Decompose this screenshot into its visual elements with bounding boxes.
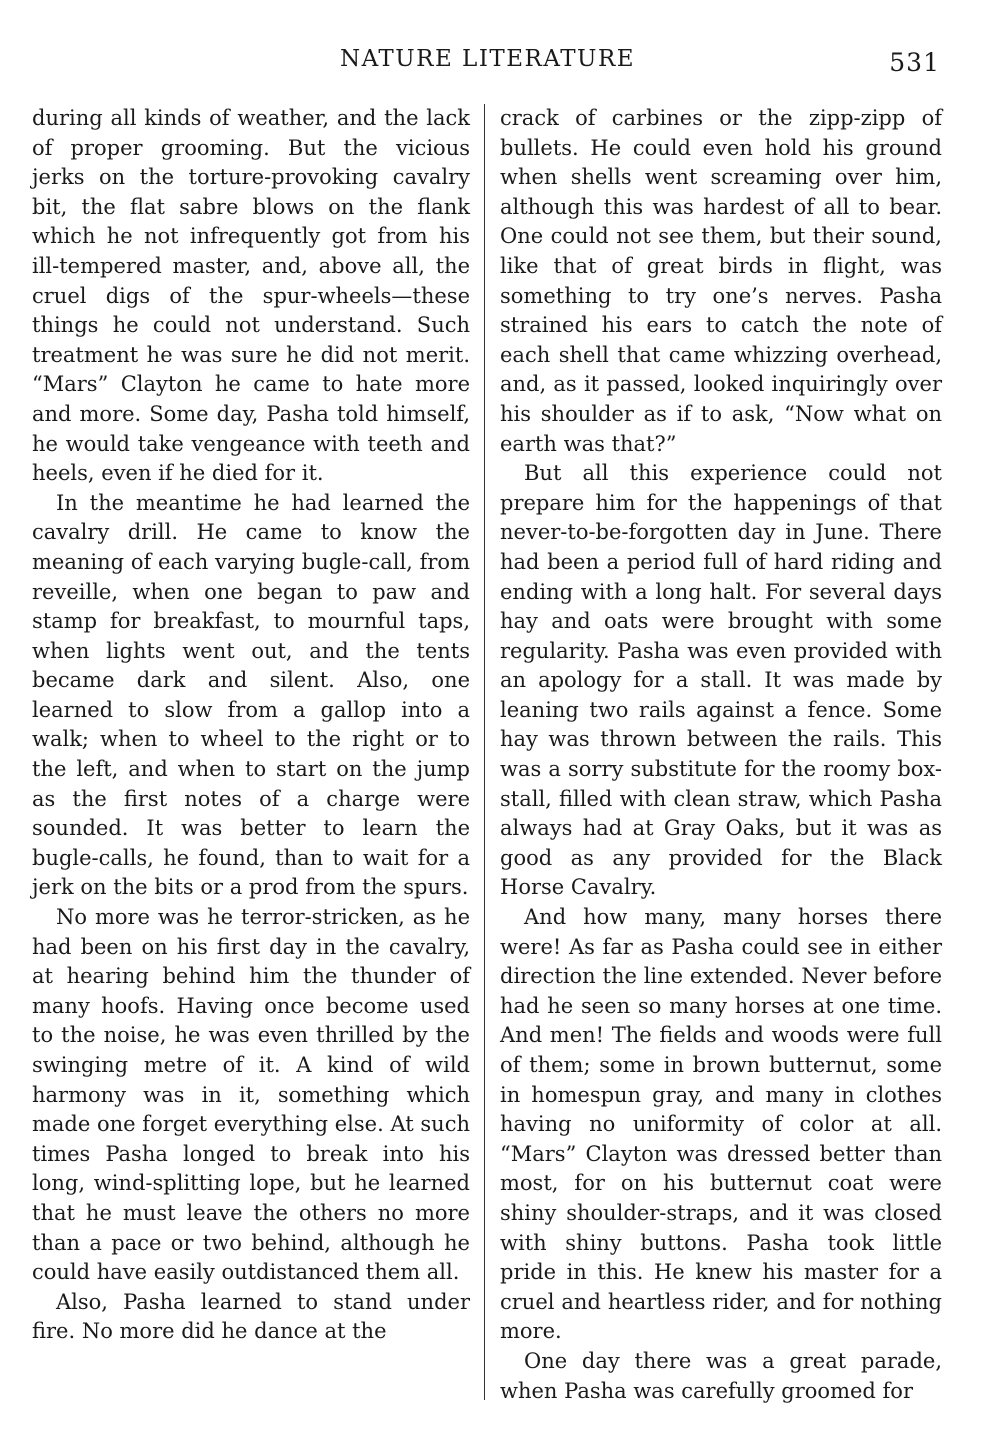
left-column — [32, 104, 470, 1347]
paragraph: Also, Pasha learned to stand under fire. No more did he dance at the — [32, 1289, 470, 1344]
paragraph: crack of carbines or the zipp-zipp of bullets. He could even hold his ground when shells went screaming over him, although this was hardest of all to bear. One could not see them, but their sound, like that of great birds in flight, was something to try one’s nerves. Pasha strained his ears to catch the note of each shell that came whizzing overhead, and, as it passed, looked inquiringly over his shoulder as if to ask, “Now what on earth was that?” — [500, 106, 942, 456]
paragraph: And how many, many horses there were! As far as Pasha could see in either direction the line extended. Never before had he seen so many horses at one time. And men! The fields and woods were full of them; some in brown butternut, some in homespun gray, and many in clothes having no uniformity of color at all. “Mars” Clayton was dressed better than most, for on his butternut coat were shiny shoulder-straps, and it was closed with shiny buttons. Pasha took little pride in this. He knew his master for a cruel and heartless rider, and for nothing more. — [500, 905, 942, 1344]
paragraph: during all kinds of weather, and the lack of proper grooming. But the vicious jerks on the torture-provoking cavalry bit, the flat sabre blows on the flank which he not infrequently got from his ill-tempered master, and, above all, the cruel digs of the spur-wheels—these things he could not understand. Such treatment he was sure he did not merit. “Mars” Clayton he came to hate more and more. Some day, Pasha told himself, he would take vengeance with teeth and heels, even if he died for it. — [32, 106, 470, 486]
page-number: 531 — [889, 48, 940, 77]
column-divider — [484, 104, 485, 1400]
running-header — [0, 46, 1000, 82]
paragraph: One day there was a great parade, when Pasha was carefully groomed for — [500, 1348, 942, 1403]
right-column — [500, 104, 942, 1406]
running-title: NATURE LITERATURE — [339, 46, 636, 72]
paragraph: No more was he terror-stricken, as he had been on his first day in the cavalry, at hearing behind him the thunder of many hoofs. Having once become used to the noise, he was even thrilled by the swinging metre of it. A kind of wild harmony was in it, something which made one forget everything else. At such times Pasha longed to break into his long, wind-splitting lope, but he learned that he must leave the others no more than a pace or two behind, although he could have easily outdistanced them all. — [32, 905, 470, 1285]
paragraph: In the meantime he had learned the cavalry drill. He came to know the meaning of each varying bugle-call, from reveille, when one began to paw and stamp for breakfast, to mournful taps, when lights went out, and the tents became dark and silent. Also, one learned to slow from a gallop into a walk; when to wheel to the right or to the left, and when to start on the jump as the first notes of a charge were sounded. It was better to learn the bugle-calls, he found, than to wait for a jerk on the bits or a prod from the spurs. — [32, 490, 470, 900]
paragraph: But all this experience could not prepare him for the happenings of that never-to-be-forgotten day in June. There had been a period full of hard riding and ending with a long halt. For several days hay and oats were brought with some regularity. Pasha was even provided with an apology for a stall. It was made by leaning two rails against a fence. Some hay was thrown between the rails. This was a sorry substitute for the roomy box-stall, filled with clean straw, which Pasha always had at Gray Oaks, but it was as good as any provided for the Black Horse Cavalry. — [500, 461, 942, 900]
